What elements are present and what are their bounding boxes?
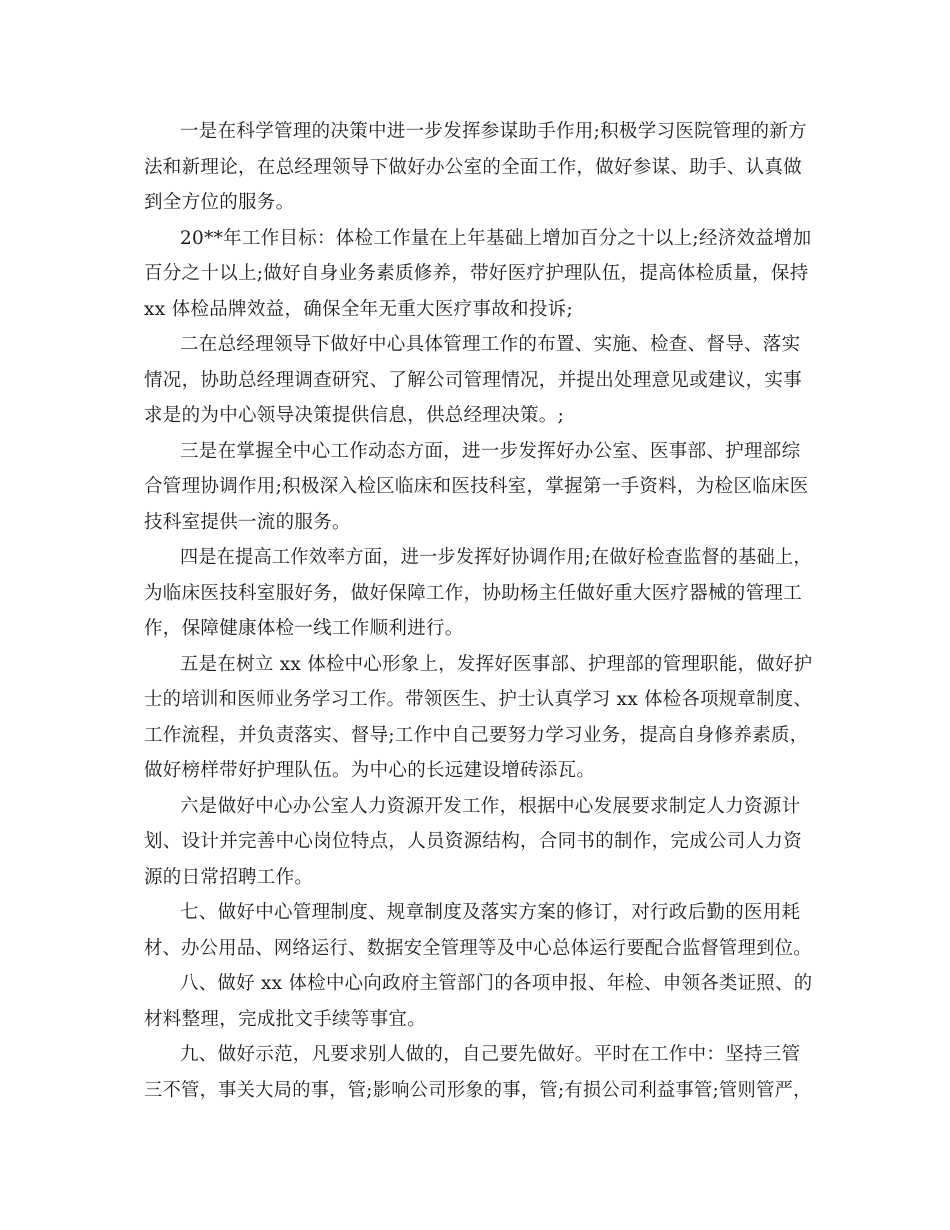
paragraph-line: 材、办公用品、网络运行、数据安全管理等及中心总体运行要配合监督管理到位。 (144, 937, 812, 959)
paragraph-line: 为临床医技科室服好务，做好保障工作，协助杨主任做好重大医疗器械的管理工 (144, 582, 803, 604)
paragraph-first-line: 七、做好中心管理制度、规章制度及落实方案的修订，对行政后勤的医用耗 (180, 902, 801, 923)
paragraph-line: 百分之十以上;做好自身业务素质修养，带好医疗护理队伍，提高体检质量，保持 (144, 263, 809, 284)
paragraph-line: 工作流程，并负责落实、督导;工作中自己要努力学习业务，提高自身修养素质， (144, 724, 809, 746)
paragraph-line: 求是的为中心领导决策提供信息，供总经理决策。; (144, 405, 565, 426)
paragraph-first-line: 20**年工作目标：体检工作量在上年基础上增加百分之十以上;经济效益增加 (180, 227, 812, 249)
paragraph-line: 法和新理论，在总经理领导下做好办公室的全面工作，做好参谋、助手、认真做 (144, 156, 803, 178)
paragraph-first-line: 九、做好示范，凡要求别人做的，自己要先做好。平时在工作中：坚持三管 (180, 1044, 801, 1065)
paragraph-line: 划、设计并完善中心岗位特点，人员资源结构，合同书的制作，完成公司人力资 (144, 831, 803, 852)
paragraph-first-line: 五是在树立 xx 体检中心形象上，发挥好医事部、护理部的管理职能，做好护 (180, 653, 813, 675)
paragraph-line: 技科室提供一流的服务。 (144, 511, 351, 533)
paragraph-line: 合管理协调作用;积极深入检区临床和医技科室，掌握第一手资料，为检区临床医 (144, 476, 809, 497)
paragraph-line: 士的培训和医师业务学习工作。带领医生、护士认真学习 xx 体检各项规章制度、 (144, 689, 813, 710)
paragraph-line: xx 体检品牌效益，确保全年无重大医疗事故和投诉; (144, 298, 573, 320)
paragraph-line: 到全方位的服务。 (144, 192, 295, 213)
paragraph-first-line: 一是在科学管理的决策中进一步发挥参谋助手作用;积极学习医院管理的新方 (180, 121, 807, 142)
paragraph-first-line: 二在总经理领导下做好中心具体管理工作的布置、实施、检查、督导、落实 (180, 334, 801, 355)
paragraph-first-line: 八、做好 xx 体检中心向政府主管部门的各项申报、年检、申领各类证照、的 (180, 973, 813, 994)
paragraph-first-line: 三是在掌握全中心工作动态方面，进一步发挥好办公室、医事部、护理部综 (180, 440, 801, 462)
paragraph-first-line: 四是在提高工作效率方面，进一步发挥好协调作用;在做好检查监督的基础上， (180, 547, 812, 568)
paragraph-first-line: 六是做好中心办公室人力资源开发工作，根据中心发展要求制定人力资源计 (180, 795, 801, 817)
paragraph-line: 三不管，事关大局的事，管;影响公司形象的事，管;有损公司利益事管;管则管严， (144, 1079, 812, 1101)
paragraph-line: 做好榜样带好护理队伍。为中心的长远建设增砖添瓦。 (144, 760, 596, 781)
paragraph-line: 材料整理，完成批文手续等事宜。 (144, 1008, 427, 1030)
paragraph-line: 作，保障健康体检一线工作顺利进行。 (144, 618, 464, 639)
paragraph-line: 情况，协助总经理调查研究、了解公司管理情况，并提出处理意见或建议，实事 (144, 369, 803, 391)
paragraph-line: 源的日常招聘工作。 (144, 866, 314, 888)
